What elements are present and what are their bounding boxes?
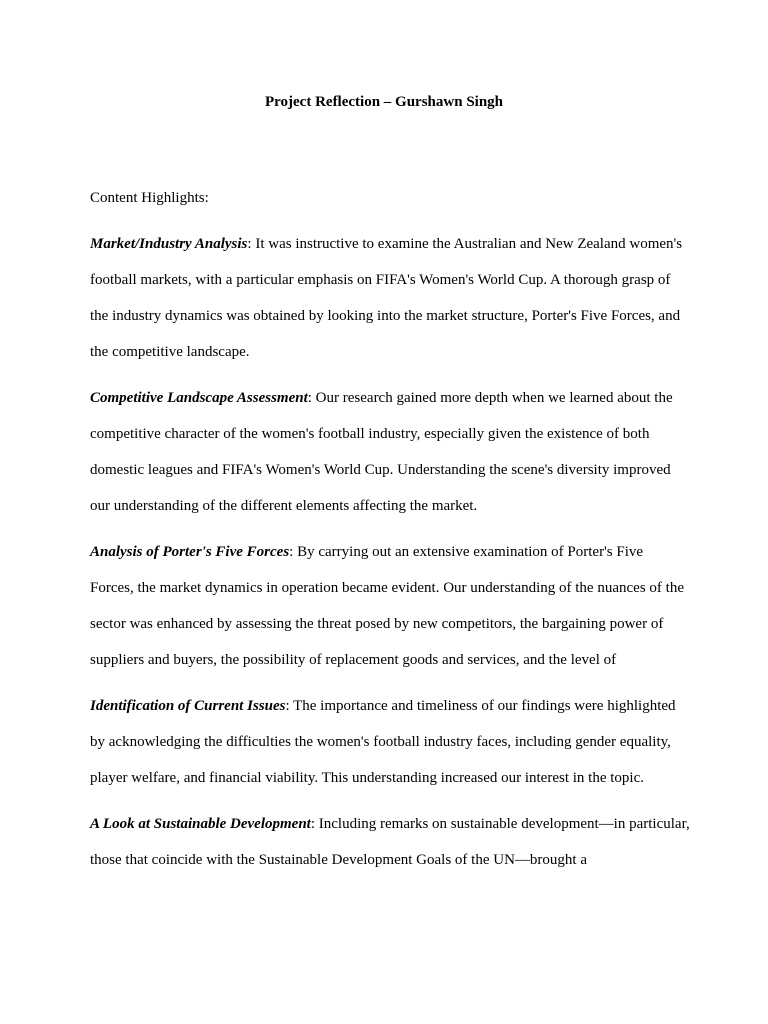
section-heading: Identification of Current Issues	[90, 698, 286, 714]
section-competitive-landscape	[90, 380, 690, 524]
section-market-industry-analysis	[90, 226, 690, 370]
content-highlights-label: Content Highlights:	[90, 190, 209, 206]
section-text: : Our research gained more depth when we learned about the competitive character of the women's football industry, especially given the existence of both domestic leagues and FIFA's Women's World Cup. Understanding the scene's diversity improved our understanding of the different elements affecting the market.	[90, 390, 673, 514]
section-heading: Analysis of Porter's Five Forces	[90, 544, 290, 560]
section-porters-five-forces	[90, 534, 690, 678]
section-heading: A Look at Sustainable Development	[90, 816, 311, 832]
section-text: : By carrying out an extensive examination of Porter's Five Forces, the market dynamics in operation became evident. Our understanding of the nuances of the sector was enhanced by assessing the threat posed by new competitors, the bargaining power of suppliers and buyers, the possibility of replacement goods and services, and the level of	[90, 544, 684, 668]
section-current-issues	[90, 688, 690, 796]
section-text: : The importance and timeliness of our findings were highlighted by acknowledging the difficulties the women's football industry faces, including gender equality, player welfare, and financial viability. This understanding increased our interest in the topic.	[90, 698, 676, 786]
section-sustainable-development	[90, 806, 690, 878]
document-title: Project Reflection – Gurshawn Singh	[264, 94, 504, 110]
section-heading: Market/Industry Analysis	[90, 236, 248, 252]
section-text: : It was instructive to examine the Australian and New Zealand women's football markets, with a particular emphasis on FIFA's Women's World Cup. A thorough grasp of the industry dynamics was obtained by looking into the market structure, Porter's Five Forces, and the competitive landscape.	[90, 236, 683, 360]
document-body	[90, 180, 690, 888]
section-heading: Competitive Landscape Assessment	[90, 390, 308, 406]
section-text: : Including remarks on sustainable development—in particular, those that coincide with the Sustainable Development Goals of the UN—brought a	[90, 816, 690, 868]
